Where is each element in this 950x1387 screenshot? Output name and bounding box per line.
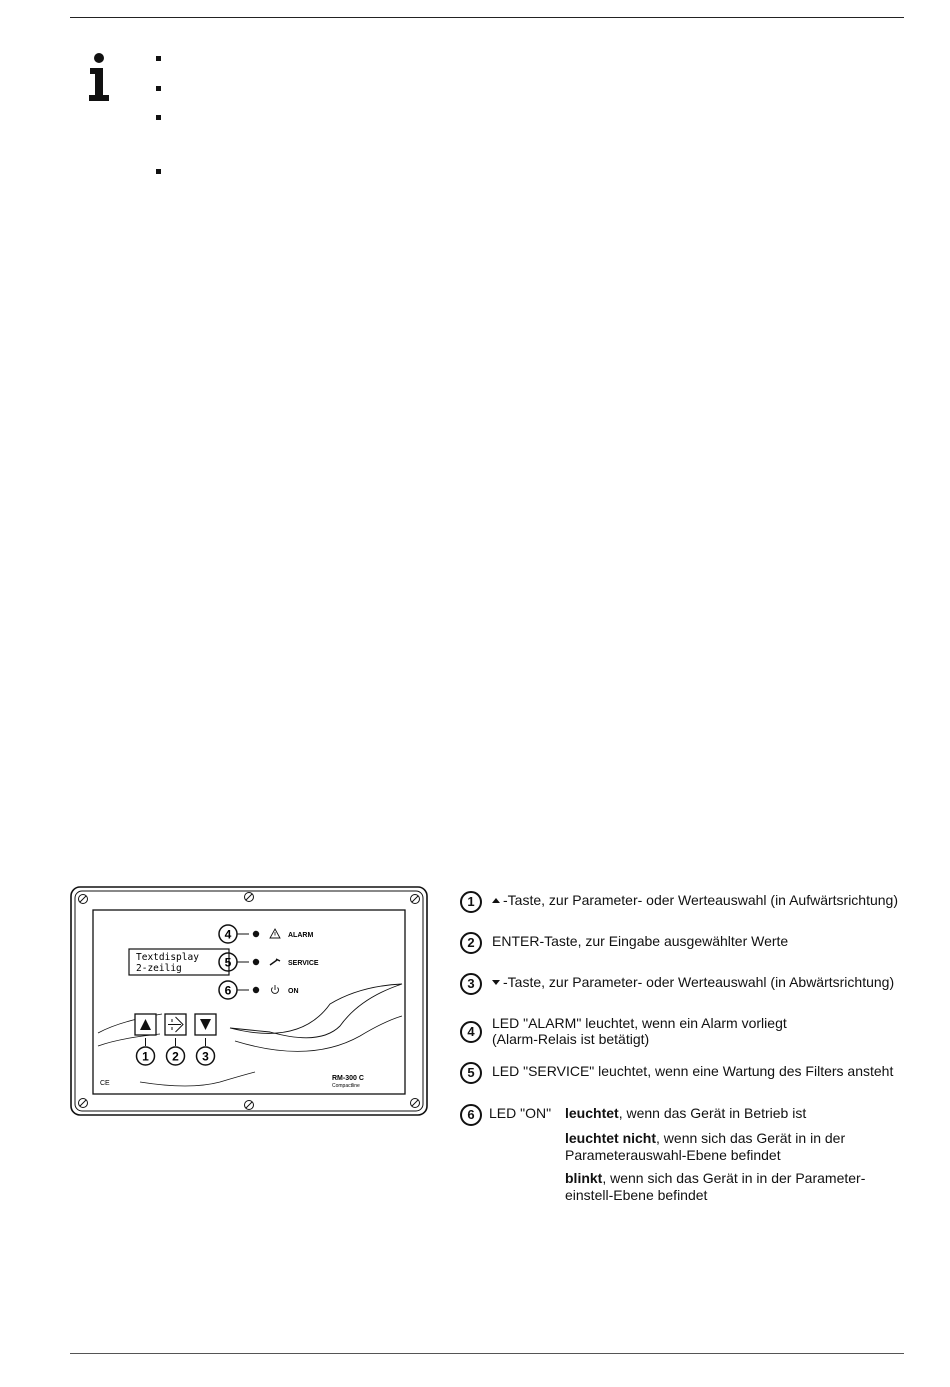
footer-rule: [70, 1353, 904, 1354]
led-on-label: ON: [288, 988, 299, 995]
model-subtitle: Compactline: [332, 1083, 360, 1089]
callout-badge: 2: [460, 932, 482, 954]
ce-mark: CE: [100, 1080, 110, 1087]
on-state-text: , wenn das Gerät in Betrieb ist: [618, 1105, 807, 1121]
callout-badge: 1: [460, 891, 482, 913]
legend-text: -Taste, zur Parameter- oder Werteauswahl (in Abwärtsrichtung): [503, 974, 895, 990]
on-state-text: , wenn sich das Gerät in in der Parameter-: [602, 1170, 866, 1186]
legend-text-line-2: (Alarm-Relais ist betätigt): [492, 1031, 650, 1047]
triangle-down-icon: [492, 980, 500, 985]
callout-badge: 6: [460, 1104, 482, 1126]
callout-5: 5: [224, 955, 232, 970]
display-line-1: Textdisplay: [136, 952, 199, 963]
on-state-blink: [565, 1170, 865, 1204]
bullet-marker: [156, 169, 161, 174]
legend-text: LED "ON": [489, 1105, 552, 1121]
callout-badge: 3: [460, 973, 482, 995]
on-state-keyword: leuchtet: [565, 1105, 619, 1121]
on-state-lit: [565, 1105, 806, 1122]
on-state-keyword: blinkt: [565, 1170, 603, 1186]
bullet-marker: [156, 86, 161, 91]
callout-badge: 4: [460, 1021, 482, 1043]
legend-text: -Taste, zur Parameter- oder Werteauswahl (in Aufwärtsrichtung): [503, 892, 899, 908]
callout-badge: 5: [460, 1062, 482, 1084]
triangle-up-icon: [492, 898, 500, 903]
callout-4: 4: [224, 927, 232, 942]
led-alarm-label: ALARM: [288, 932, 314, 939]
led-on: [253, 987, 259, 993]
display-line-2: 2-zeilig: [136, 963, 182, 974]
bullet-marker: [156, 115, 161, 120]
legend-text: LED "SERVICE" leuchtet, wenn eine Wartung des Filters ansteht: [492, 1063, 894, 1079]
info-i-icon: [86, 52, 112, 102]
device-front-panel: [70, 886, 428, 1116]
on-state-off: [565, 1130, 845, 1164]
led-service: [253, 959, 259, 965]
screw-icon: [79, 893, 420, 1110]
callout-3: 3: [202, 1049, 209, 1064]
legend-text: ENTER-Taste, zur Eingabe ausgewählter Werte: [492, 933, 789, 949]
on-state-keyword: leuchtet nicht: [565, 1130, 657, 1146]
led-service-label: SERVICE: [288, 960, 319, 967]
callout-2: 2: [172, 1049, 179, 1064]
callout-6: 6: [224, 983, 232, 998]
on-state-text-line-2: einstell-Ebene befindet: [565, 1187, 708, 1203]
led-alarm: [253, 931, 259, 937]
on-state-text: , wenn sich das Gerät in in der: [656, 1130, 846, 1146]
power-icon: [272, 985, 279, 993]
model-name: RM-300 C: [332, 1075, 364, 1082]
on-state-text-line-2: Parameterauswahl-Ebene befindet: [565, 1147, 781, 1163]
header-rule: [70, 17, 904, 18]
wrench-icon: [270, 959, 280, 965]
legend-text: LED "ALARM" leuchtet, wenn ein Alarm vorliegt: [492, 1015, 787, 1031]
bullet-marker: [156, 56, 161, 61]
callout-1: 1: [142, 1049, 149, 1064]
